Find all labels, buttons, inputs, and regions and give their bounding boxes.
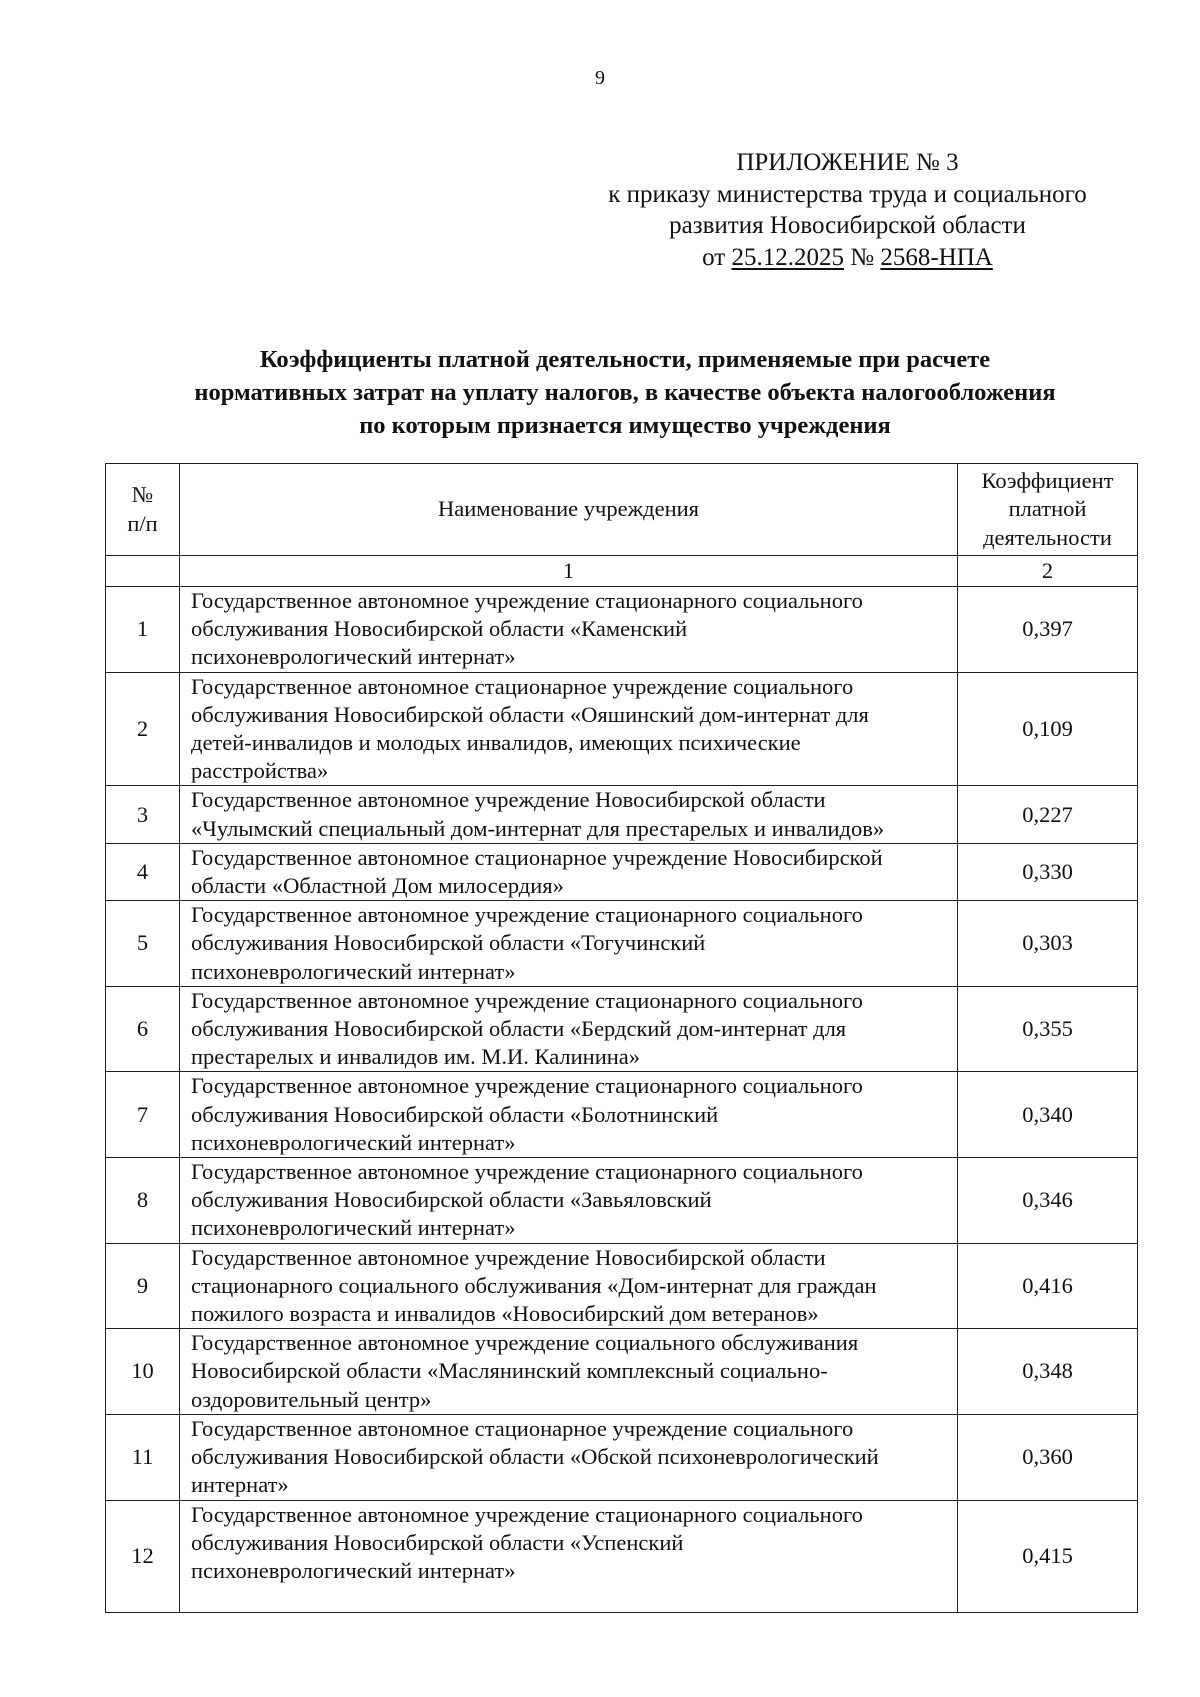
institution-name-line: Государственное автономное учреждение социального обслуживания bbox=[191, 1330, 859, 1356]
institution-name bbox=[180, 1414, 958, 1500]
institution-name-line: обслуживания Новосибирской области «Обской психоневрологический bbox=[191, 1444, 879, 1470]
page-number: 9 bbox=[595, 67, 605, 89]
row-number: 5 bbox=[106, 901, 180, 987]
coefficient-value: 0,330 bbox=[958, 843, 1138, 900]
date-prefix: от bbox=[702, 243, 732, 271]
row-number: 4 bbox=[106, 843, 180, 900]
table-row bbox=[106, 1243, 1138, 1329]
header-number-line-2: п/п bbox=[127, 510, 158, 536]
title-line: нормативных затрат на уплату налогов, в качестве объекта налогообложения bbox=[194, 379, 1056, 406]
row-number: 2 bbox=[106, 672, 180, 786]
institution-name-line: Государственное автономное стационарное учреждение Новосибирской bbox=[191, 844, 883, 870]
order-date: 25.12.2025 bbox=[731, 243, 844, 271]
coefficient-value: 0,303 bbox=[958, 901, 1138, 987]
row-number: 9 bbox=[106, 1243, 180, 1329]
table-row bbox=[106, 1329, 1138, 1415]
coefficient-value: 0,227 bbox=[958, 786, 1138, 843]
coefficient-value: 0,355 bbox=[958, 986, 1138, 1072]
coefficient-value: 0,346 bbox=[958, 1158, 1138, 1244]
table-row bbox=[106, 901, 1138, 987]
table-row bbox=[106, 843, 1138, 900]
institution-name-line: обслуживания Новосибирской области «Бердский дом-интернат для bbox=[191, 1016, 847, 1042]
row-number: 1 bbox=[106, 587, 180, 673]
appendix-date-line bbox=[575, 242, 1120, 274]
table-row bbox=[106, 1500, 1138, 1612]
institution-name-line: оздоровительный центр» bbox=[191, 1386, 432, 1412]
appendix-line-2: развития Новосибирской области bbox=[669, 212, 1026, 239]
institution-name-line: обслуживания Новосибирской области «Тогучинский bbox=[191, 930, 706, 956]
table-header-row bbox=[106, 464, 1138, 556]
institution-name-line: расстройства» bbox=[191, 758, 329, 784]
institution-name-line: обслуживания Новосибирской области «Успенский bbox=[191, 1529, 684, 1555]
institution-name-line: детей-инвалидов и молодых инвалидов, имеющих психические bbox=[191, 730, 801, 756]
institution-name bbox=[180, 587, 958, 673]
order-number: 2568-НПА bbox=[880, 243, 993, 271]
institution-name bbox=[180, 843, 958, 900]
institution-name-line: обслуживания Новосибирской области «Завьяловский bbox=[191, 1187, 712, 1213]
coefficient-value: 0,340 bbox=[958, 1072, 1138, 1158]
row-number: 3 bbox=[106, 786, 180, 843]
table-row bbox=[106, 1072, 1138, 1158]
column-index-empty bbox=[106, 556, 180, 587]
institution-name bbox=[180, 1243, 958, 1329]
coefficient-value: 0,415 bbox=[958, 1500, 1138, 1612]
institution-name-line: области «Областной Дом милосердия» bbox=[191, 873, 564, 899]
column-index-row bbox=[106, 556, 1138, 587]
header-name: Наименование учреждения bbox=[180, 464, 958, 556]
institution-name-line: Государственное автономное учреждение стационарного социального bbox=[191, 987, 863, 1013]
title-line: Коэффициенты платной деятельности, применяемые при расчете bbox=[259, 346, 991, 373]
institution-name bbox=[180, 901, 958, 987]
institution-name bbox=[180, 1500, 958, 1612]
number-prefix: № bbox=[844, 243, 881, 271]
document-title bbox=[100, 343, 1150, 442]
institution-name-line: психоневрологический интернат» bbox=[191, 1557, 516, 1583]
institution-name-line: Новосибирской области «Маслянинский комплексный социально- bbox=[191, 1358, 828, 1384]
coefficient-value: 0,397 bbox=[958, 587, 1138, 673]
header-number bbox=[106, 464, 180, 556]
header-coefficient bbox=[958, 464, 1138, 556]
institution-name-line: Государственное автономное учреждение стационарного социального bbox=[191, 1159, 863, 1185]
header-number-line-1: № bbox=[131, 482, 154, 508]
institution-name bbox=[180, 1072, 958, 1158]
institution-name-line: Государственное автономное учреждение Новосибирской области bbox=[191, 787, 826, 813]
table-row bbox=[106, 986, 1138, 1072]
institution-name-line: обслуживания Новосибирской области «Болотнинский bbox=[191, 1101, 719, 1127]
institution-name-line: Государственное автономное учреждение стационарного социального bbox=[191, 1501, 863, 1527]
institution-name-line: психоневрологический интернат» bbox=[191, 644, 516, 670]
header-coef-line-1: Коэффициент bbox=[981, 468, 1114, 494]
institution-name-line: Государственное автономное учреждение стационарного социального bbox=[191, 902, 863, 928]
row-number: 11 bbox=[106, 1414, 180, 1500]
row-number: 7 bbox=[106, 1072, 180, 1158]
table-row bbox=[106, 786, 1138, 843]
institution-name-line: Государственное автономное учреждение стационарного социального bbox=[191, 588, 863, 613]
column-index-2: 2 bbox=[958, 556, 1138, 587]
appendix-block bbox=[575, 147, 1120, 273]
institution-name-line: стационарного социального обслуживания «Дом-интернат для граждан bbox=[191, 1272, 877, 1298]
row-number: 10 bbox=[106, 1329, 180, 1415]
coefficient-value: 0,109 bbox=[958, 672, 1138, 786]
row-number: 6 bbox=[106, 986, 180, 1072]
institution-name-line: Государственное автономное стационарное учреждение социального bbox=[191, 1415, 854, 1441]
institution-name-line: престарелых и инвалидов им. М.И. Калинина» bbox=[191, 1044, 641, 1070]
header-coef-line-3: деятельности bbox=[983, 524, 1112, 550]
institution-name-line: Государственное автономное учреждение Новосибирской области bbox=[191, 1244, 826, 1270]
appendix-line-1: к приказу министерства труда и социального bbox=[608, 180, 1087, 208]
coefficients-table bbox=[105, 463, 1138, 1613]
institution-name-line: психоневрологический интернат» bbox=[191, 1215, 516, 1241]
row-number: 8 bbox=[106, 1158, 180, 1244]
institution-name-line: Государственное автономное стационарное учреждение социального bbox=[191, 673, 854, 699]
institution-name-line: обслуживания Новосибирской области «Ояшинский дом-интернат для bbox=[191, 701, 869, 727]
coefficient-value: 0,348 bbox=[958, 1329, 1138, 1415]
title-line: по которым признается имущество учреждения bbox=[359, 412, 891, 439]
institution-name-line: психоневрологический интернат» bbox=[191, 958, 516, 984]
column-index-1: 1 bbox=[180, 556, 958, 587]
institution-name-line: пожилого возраста и инвалидов «Новосибирский дом ветеранов» bbox=[191, 1301, 819, 1327]
table-row bbox=[106, 1158, 1138, 1244]
coefficient-value: 0,416 bbox=[958, 1243, 1138, 1329]
table-row bbox=[106, 672, 1138, 786]
header-coef-line-2: платной bbox=[1008, 496, 1087, 522]
institution-name bbox=[180, 786, 958, 843]
table-body bbox=[106, 587, 1138, 1613]
institution-name-line: интернат» bbox=[191, 1472, 289, 1498]
institution-name-line: Государственное автономное учреждение стационарного социального bbox=[191, 1073, 863, 1099]
row-number: 12 bbox=[106, 1500, 180, 1612]
appendix-title: ПРИЛОЖЕНИЕ № 3 bbox=[736, 149, 959, 176]
table-row bbox=[106, 587, 1138, 673]
institution-name-line: психоневрологический интернат» bbox=[191, 1129, 516, 1155]
institution-name-line: обслуживания Новосибирской области «Каменский bbox=[191, 616, 688, 642]
institution-name bbox=[180, 672, 958, 786]
table-row bbox=[106, 1414, 1138, 1500]
institution-name bbox=[180, 1158, 958, 1244]
coefficient-value: 0,360 bbox=[958, 1414, 1138, 1500]
institution-name bbox=[180, 1329, 958, 1415]
institution-name bbox=[180, 986, 958, 1072]
institution-name-line: «Чулымский специальный дом-интернат для престарелых и инвалидов» bbox=[191, 815, 885, 841]
